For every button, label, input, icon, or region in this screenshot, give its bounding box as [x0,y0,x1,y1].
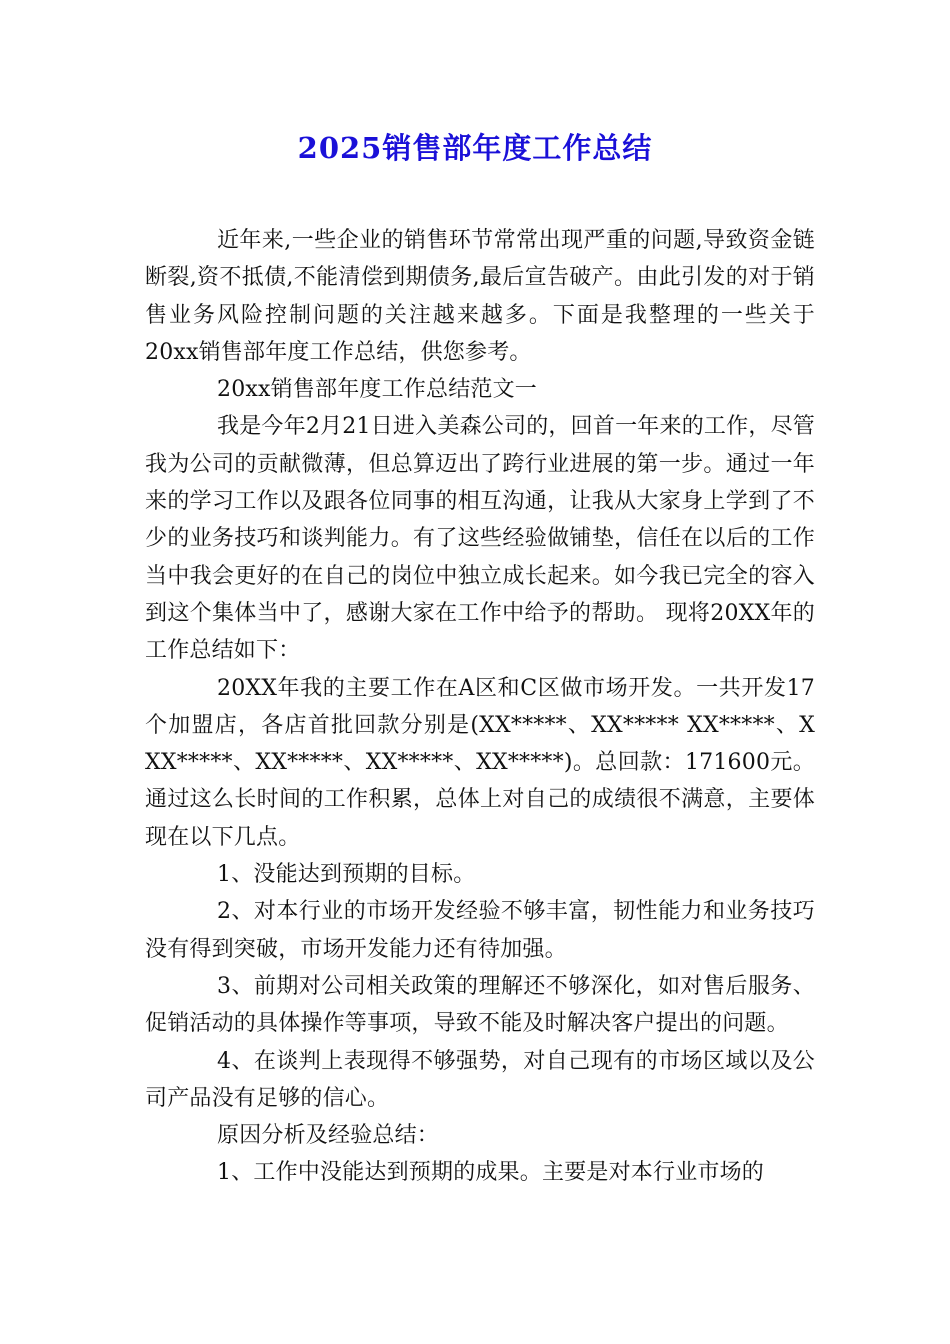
paragraph-main-work: 20XX年我的主要工作在A区和C区做市场开发。一共开发17个加盟店，各店首批回款分别是(XX*****、XX***** XX*****、X XX*****、XX*****、XX*****、XX*****)。总回款：171600元。通过这么长时间的工作积累，总体上对自己的成绩很不满意，主要体现在以下几点。 [145,675,815,850]
paragraph-intro: 近年来,一些企业的销售环节常常出现严重的问题,导致资金链断裂,资不抵债,不能清偿到期债务,最后宣告破产。由此引发的对于销售业务风险控制问题的关注越来越多。下面是我整理的一些关于20xx销售部年度工作总结，供您参考。 [145,228,815,365]
paragraph-analysis-1: 1、工作中没能达到预期的成果。主要是对本行业市场的 [217,1160,764,1186]
paragraph-analysis-heading: 原因分析及经验总结： [217,1123,440,1149]
document-title: 2025销售部年度工作总结 [297,131,653,165]
paragraph-review: 我是今年2月21日进入美森公司的，回首一年来的工作，尽管我为公司的贡献微薄，但总算迈出了跨行业进展的第一步。通过一年来的学习工作以及跟各位同事的相互沟通，让我从大家身上学到了不少的业务技巧和谈判能力。有了这些经验做铺垫，信任在以后的工作当中我会更好的在自己的岗位中独立成长起来。如今我已完全的容入到这个集体当中了，感谢大家在工作中给予的帮助。 现将20XX年的工作总结如下： [145,414,815,664]
paragraph-point-4: 4、在谈判上表现得不够强势，对自己现有的市场区域以及公司产品没有足够的信心。 [145,1048,815,1111]
paragraph-point-3: 3、前期对公司相关政策的理解还不够深化，如对售后服务、促销活动的具体操作等事项，导致不能及时解决客户提出的问题。 [145,973,815,1037]
paragraph-sample-heading: 20xx销售部年度工作总结范文一 [217,377,538,403]
paragraph-point-2: 2、对本行业的市场开发经验不够丰富，韧性能力和业务技巧没有得到突破，市场开发能力还有待加强。 [145,899,815,962]
paragraph-point-1: 1、没能达到预期的目标。 [217,862,476,888]
document-body [145,222,815,1192]
